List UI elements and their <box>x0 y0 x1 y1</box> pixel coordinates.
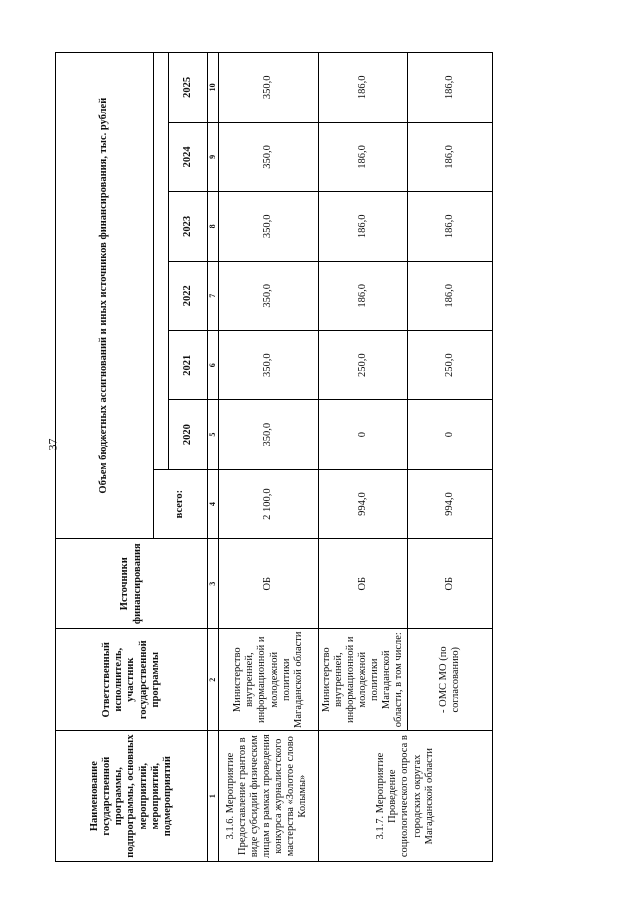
column-number: 7 <box>208 261 219 330</box>
header-year: 2024 <box>169 122 208 191</box>
header-volume: Объем бюджетных ассигнований и иных источников финансирования, тыс. рублей <box>56 53 154 539</box>
row-value: 186,0 <box>319 261 408 330</box>
row-executor: Министерство внутренней, информационной и молодежной политики Магаданской области <box>219 629 319 731</box>
row-value: 0 <box>408 400 493 469</box>
column-number: 1 <box>208 731 219 862</box>
column-number-row <box>208 53 219 862</box>
column-number: 8 <box>208 192 219 261</box>
row-value: 350,0 <box>219 400 319 469</box>
row-value: 186,0 <box>408 192 493 261</box>
row-total: 994,0 <box>319 469 408 538</box>
header-year: 2023 <box>169 192 208 261</box>
row-value: 186,0 <box>319 53 408 123</box>
column-number: 3 <box>208 539 219 629</box>
row-source: ОБ <box>219 539 319 629</box>
row-value: 186,0 <box>319 192 408 261</box>
page-number: 37 <box>45 438 60 451</box>
row-value: 186,0 <box>319 122 408 191</box>
column-number: 9 <box>208 122 219 191</box>
row-source: ОБ <box>408 539 493 629</box>
column-number: 10 <box>208 53 219 123</box>
header-name: Наименование государственной программы, подпрограммы, основных мероприятий, мероприятий, подмероприятий <box>56 731 208 862</box>
row-value: 350,0 <box>219 192 319 261</box>
table-frame <box>55 32 640 862</box>
column-number: 2 <box>208 629 219 731</box>
column-number: 5 <box>208 400 219 469</box>
row-name: 3.1.6. Мероприятие Предоставление грантов в виде субсидий физическим лицам в рамках проведения конкурса журналистского мастерства «Золотое слово Колымы» <box>219 731 319 862</box>
row-value: 186,0 <box>408 53 493 123</box>
row-executor: Министерство внутренней, информационной и молодежной политики Магаданской области, в том числе: <box>319 629 408 731</box>
row-value: 186,0 <box>408 122 493 191</box>
row-value: 350,0 <box>219 330 319 399</box>
column-number: 4 <box>208 469 219 538</box>
row-value: 250,0 <box>408 330 493 399</box>
row-executor: - ОМС МО (по согласованию) <box>408 629 493 731</box>
row-name: 3.1.7. Мероприятие Проведение социологического опроса в городских округах Магаданской области <box>319 731 493 862</box>
row-source: ОБ <box>319 539 408 629</box>
row-value: 250,0 <box>319 330 408 399</box>
header-year: 2025 <box>169 53 208 123</box>
column-number: 6 <box>208 330 219 399</box>
row-value: 0 <box>319 400 408 469</box>
row-value: 350,0 <box>219 122 319 191</box>
header-year: 2022 <box>169 261 208 330</box>
table-rotator <box>55 32 640 862</box>
header-year: 2021 <box>169 330 208 399</box>
header-total: всего: <box>154 469 208 538</box>
row-total: 2 100,0 <box>219 469 319 538</box>
row-total: 994,0 <box>408 469 493 538</box>
header-executor: Ответственный исполнитель, участник государственной программы <box>56 629 208 731</box>
header-source: Источники финансирования <box>56 539 208 629</box>
funding-table <box>55 52 493 862</box>
row-value: 186,0 <box>408 261 493 330</box>
row-value: 350,0 <box>219 261 319 330</box>
table-row <box>219 53 319 862</box>
header-year: 2020 <box>169 400 208 469</box>
row-value: 350,0 <box>219 53 319 123</box>
header-years-spacer <box>154 53 169 470</box>
table-row <box>319 53 408 862</box>
